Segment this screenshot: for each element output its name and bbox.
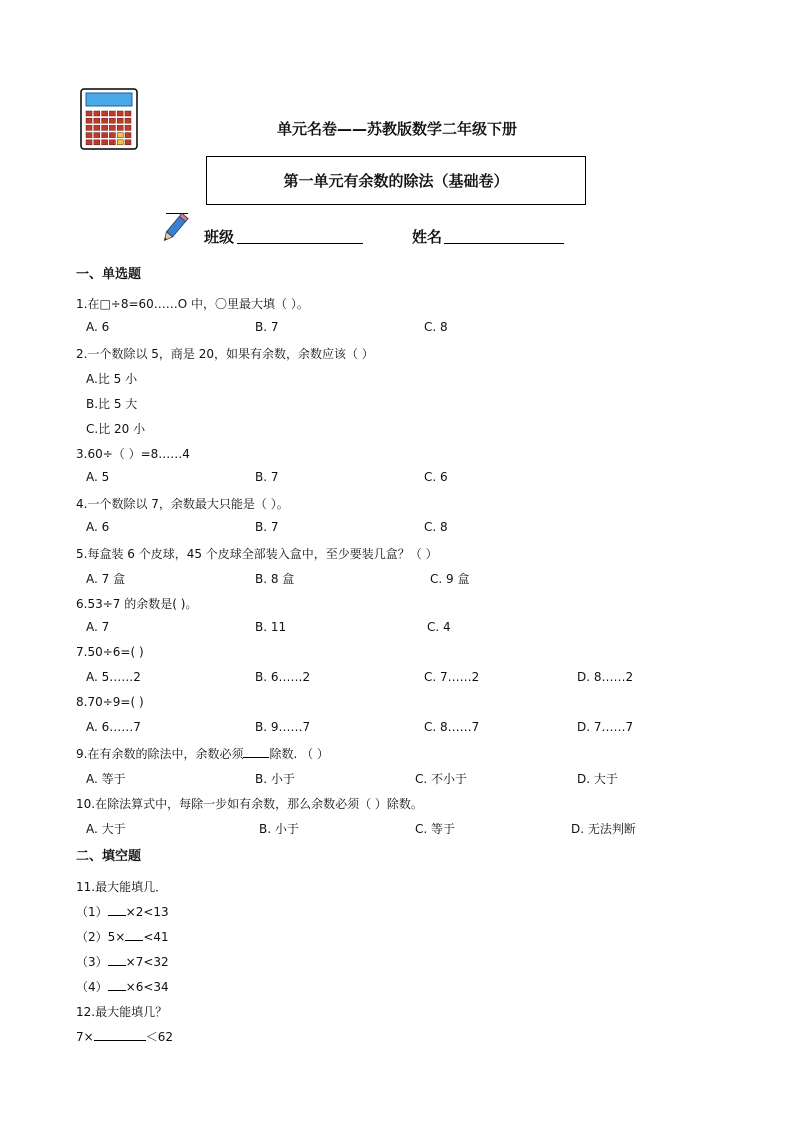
calculator-key bbox=[125, 140, 131, 145]
item-suffix: ×7<32 bbox=[125, 955, 169, 969]
section-title-single-choice: 一、单选题 bbox=[76, 267, 142, 282]
question-11-item-2 bbox=[76, 928, 169, 945]
unit-title-box bbox=[206, 156, 586, 205]
option-1a[interactable]: A. 6 bbox=[86, 320, 110, 334]
calculator-key bbox=[102, 111, 108, 116]
calculator-key bbox=[94, 140, 100, 145]
calculator-key bbox=[109, 140, 115, 145]
option-7c[interactable]: C. 7……2 bbox=[424, 670, 480, 684]
option-6b[interactable]: B. 11 bbox=[255, 620, 287, 634]
name-label: 姓名 bbox=[412, 228, 443, 246]
expr-prefix: 7× bbox=[76, 1030, 94, 1044]
option-7b[interactable]: B. 6……2 bbox=[255, 670, 311, 684]
option-9a[interactable]: A. 等于 bbox=[86, 772, 126, 786]
question-11: 11.最大能填几． bbox=[76, 880, 168, 894]
exam-title: 单元名卷——苏教版数学二年级下册 bbox=[276, 120, 517, 138]
option-4b[interactable]: B. 7 bbox=[255, 520, 279, 534]
question-9-text-pre: 9.在有余数的除法中，余数必须 bbox=[76, 747, 244, 761]
answer-blank[interactable] bbox=[94, 1028, 146, 1041]
option-10b[interactable]: B. 小于 bbox=[259, 822, 299, 836]
item-suffix: <41 bbox=[143, 930, 169, 944]
question-9-blank[interactable] bbox=[243, 745, 269, 758]
question-4: 4.一个数除以 7，余数最大只能是（ ）。 bbox=[76, 497, 289, 511]
option-2b[interactable]: B.比 5 大 bbox=[86, 397, 138, 411]
option-9d[interactable]: D. 大于 bbox=[577, 772, 618, 786]
option-3c[interactable]: C. 6 bbox=[424, 470, 448, 484]
answer-blank[interactable] bbox=[108, 978, 126, 991]
question-3: 3.60÷（ ）=8……4 bbox=[76, 447, 190, 461]
calculator-key bbox=[125, 111, 131, 116]
answer-blank[interactable] bbox=[108, 903, 126, 916]
class-field[interactable] bbox=[237, 243, 363, 244]
option-10c[interactable]: C. 等于 bbox=[415, 822, 456, 836]
question-12-expression bbox=[76, 1028, 173, 1045]
pencil-icon bbox=[158, 212, 190, 246]
option-9c[interactable]: C. 不小于 bbox=[415, 772, 468, 786]
calculator-key bbox=[86, 111, 92, 116]
option-10a[interactable]: A. 大于 bbox=[86, 822, 126, 836]
option-5c[interactable]: C. 9 盒 bbox=[430, 572, 470, 586]
question-11-item-1 bbox=[76, 903, 169, 920]
calculator-key bbox=[94, 111, 100, 116]
option-5a[interactable]: A. 7 盒 bbox=[86, 572, 126, 586]
option-8c[interactable]: C. 8……7 bbox=[424, 720, 480, 734]
question-12: 12.最大能填几？ bbox=[76, 1005, 168, 1019]
unit-title: 第一单元有余数的除法（基础卷） bbox=[283, 172, 509, 190]
item-prefix: （4） bbox=[76, 980, 108, 994]
option-3a[interactable]: A. 5 bbox=[86, 470, 110, 484]
option-2a[interactable]: A.比 5 小 bbox=[86, 372, 138, 386]
expr-suffix: ＜62 bbox=[145, 1030, 173, 1044]
question-1: 1.在□÷8=60……O 中，〇里最大填（ ）。 bbox=[76, 297, 309, 311]
option-3b[interactable]: B. 7 bbox=[255, 470, 279, 484]
option-7d[interactable]: D. 8……2 bbox=[577, 670, 634, 684]
option-2c[interactable]: C.比 20 小 bbox=[86, 422, 146, 436]
option-7a[interactable]: A. 5……2 bbox=[86, 670, 141, 684]
option-10d[interactable]: D. 无法判断 bbox=[571, 822, 636, 836]
calculator-key bbox=[86, 140, 92, 145]
calculator-key bbox=[117, 140, 123, 145]
question-2: 2.一个数除以 5，商是 20，如果有余数，余数应该（ ） bbox=[76, 347, 374, 361]
calculator-key bbox=[117, 111, 123, 116]
calculator-key bbox=[102, 140, 108, 145]
item-prefix: （3） bbox=[76, 955, 108, 969]
option-8d[interactable]: D. 7……7 bbox=[577, 720, 634, 734]
item-suffix: ×2<13 bbox=[125, 905, 169, 919]
option-6a[interactable]: A. 7 bbox=[86, 620, 110, 634]
section-title-fill-blank: 二、填空题 bbox=[76, 849, 142, 864]
option-4c[interactable]: C. 8 bbox=[424, 520, 448, 534]
option-8a[interactable]: A. 6……7 bbox=[86, 720, 141, 734]
option-5b[interactable]: B. 8 盒 bbox=[255, 572, 295, 586]
answer-blank[interactable] bbox=[108, 953, 126, 966]
question-9-text-post: 除数. （ ） bbox=[269, 747, 329, 761]
question-10: 10.在除法算式中，每除一步如有余数，那么余数必须（ ）除数。 bbox=[76, 797, 423, 811]
answer-blank[interactable] bbox=[125, 928, 143, 941]
calculator-key bbox=[109, 111, 115, 116]
question-5: 5.每盒装 6 个皮球，45 个皮球全部装入盒中，至少要装几盒？（ ） bbox=[76, 547, 438, 561]
class-label: 班级 bbox=[204, 228, 235, 246]
option-1b[interactable]: B. 7 bbox=[255, 320, 279, 334]
question-11-item-3 bbox=[76, 953, 169, 970]
option-6c[interactable]: C. 4 bbox=[427, 620, 451, 634]
question-9 bbox=[76, 745, 329, 762]
option-1c[interactable]: C. 8 bbox=[424, 320, 448, 334]
question-8: 8.70÷9=( ) bbox=[76, 695, 144, 709]
question-6: 6.53÷7 的余数是( )。 bbox=[76, 597, 198, 611]
item-suffix: ×6<34 bbox=[125, 980, 169, 994]
option-8b[interactable]: B. 9……7 bbox=[255, 720, 311, 734]
option-9b[interactable]: B. 小于 bbox=[255, 772, 295, 786]
question-11-item-4 bbox=[76, 978, 169, 995]
item-prefix: （2）5× bbox=[76, 930, 126, 944]
option-4a[interactable]: A. 6 bbox=[86, 520, 110, 534]
name-field[interactable] bbox=[444, 243, 564, 244]
item-prefix: （1） bbox=[76, 905, 108, 919]
question-7: 7.50÷6=( ) bbox=[76, 645, 144, 659]
